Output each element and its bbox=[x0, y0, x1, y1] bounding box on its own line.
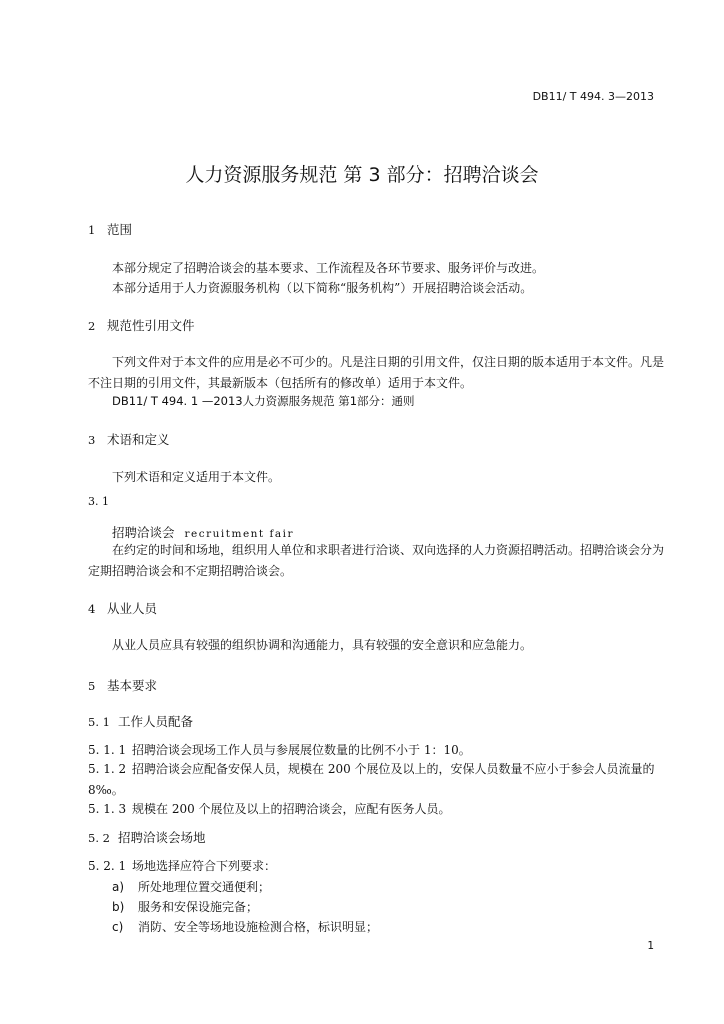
list-item bbox=[112, 878, 270, 895]
clause-text: 招聘洽谈会现场工作人员与参展展位数量的比例不小于 1：10。 bbox=[132, 743, 471, 757]
clause-5-1-2 bbox=[88, 759, 666, 801]
normative-reference: DB11/ T 494. 1 —2013人力资源服务规范 第1部分：通则 bbox=[112, 394, 415, 408]
section-number: 4 bbox=[88, 602, 96, 616]
subsection-number: 5. 2 bbox=[88, 831, 110, 845]
section-title: 从业人员 bbox=[107, 601, 158, 616]
clause-number: 5. 1. 1 bbox=[88, 743, 127, 757]
document-code: DB11/ T 494. 3—2013 bbox=[532, 90, 654, 103]
section-2-heading bbox=[88, 316, 195, 334]
section-number: 2 bbox=[88, 319, 96, 333]
list-item bbox=[112, 918, 378, 935]
section-title: 术语和定义 bbox=[107, 432, 170, 447]
list-item-label: c) bbox=[112, 920, 124, 934]
section-3-heading bbox=[88, 430, 170, 448]
list-item bbox=[112, 898, 258, 915]
section-4-heading bbox=[88, 599, 157, 617]
section-1-paragraph-2: 本部分适用于人力资源服务机构（以下简称“服务机构”）开展招聘洽谈会活动。 bbox=[112, 281, 533, 295]
clause-text: 规模在 200 个展位及以上的招聘洽谈会，应配有医务人员。 bbox=[132, 802, 451, 816]
section-title: 范围 bbox=[107, 222, 133, 237]
section-2-paragraph-1: 下列文件对于本文件的应用是必不可少的。凡是注日期的引用文件，仅注日期的版本适用于本文件。凡是不注日期的引用文件，其最新版本（包括所有的修改单）适用于本文件。 bbox=[88, 355, 665, 390]
section-title: 规范性引用文件 bbox=[107, 318, 195, 333]
list-item-text: 服务和安保设施完备； bbox=[138, 900, 259, 914]
section-3-paragraph-1: 下列术语和定义适用于本文件。 bbox=[112, 470, 281, 484]
page-number: 1 bbox=[647, 940, 654, 952]
clause-text: 场地选择应符合下列要求： bbox=[132, 859, 277, 873]
list-item-label: a) bbox=[112, 880, 125, 894]
section-number: 1 bbox=[88, 223, 96, 237]
term-entry bbox=[112, 522, 294, 541]
subsection-number: 5. 1 bbox=[88, 715, 110, 729]
page-title: 人力资源服务规范 第 3 部分：招聘洽谈会 bbox=[185, 164, 539, 186]
list-item-label: b) bbox=[112, 900, 125, 914]
list-item-text: 消防、安全等场地设施检测合格，标识明显； bbox=[138, 920, 379, 934]
list-item-text: 所处地理位置交通便利； bbox=[138, 880, 271, 894]
clause-5-2-1 bbox=[88, 857, 276, 874]
clause-text: 招聘洽谈会应配备安保人员，规模在 200 个展位及以上的，安保人员数量不应小于参会人员流量的 8‰。 bbox=[88, 762, 655, 797]
section-title: 基本要求 bbox=[107, 678, 158, 693]
section-1-heading bbox=[88, 220, 132, 238]
subsection-5-2-heading bbox=[88, 828, 206, 846]
clause-5-1-1 bbox=[88, 741, 471, 758]
term-english: recruitment fair bbox=[184, 528, 295, 540]
clause-number: 5. 2. 1 bbox=[88, 859, 127, 873]
clause-number: 5. 1. 2 bbox=[88, 762, 127, 776]
term-definition: 在约定的时间和场地，组织用人单位和求职者进行洽谈、双向选择的人力资源招聘活动。招聘洽谈会分为定期招聘洽谈会和不定期招聘洽谈会。 bbox=[88, 543, 665, 578]
term-chinese: 招聘洽谈会 bbox=[112, 525, 175, 540]
section-number: 3 bbox=[88, 433, 96, 447]
section-1-paragraph-1: 本部分规定了招聘洽谈会的基本要求、工作流程及各环节要求、服务评价与改进。 bbox=[112, 261, 545, 275]
clause-number: 5. 1. 3 bbox=[88, 802, 127, 816]
clause-5-1-3 bbox=[88, 800, 451, 817]
section-5-heading bbox=[88, 676, 157, 694]
section-number: 5 bbox=[88, 679, 96, 693]
subsection-title: 工作人员配备 bbox=[118, 714, 194, 729]
section-4-paragraph-1: 从业人员应具有较强的组织协调和沟通能力，具有较强的安全意识和应急能力。 bbox=[112, 638, 533, 652]
subsection-title: 招聘洽谈会场地 bbox=[118, 830, 206, 845]
subsection-5-1-heading bbox=[88, 712, 193, 730]
term-number: 3. 1 bbox=[88, 495, 109, 508]
